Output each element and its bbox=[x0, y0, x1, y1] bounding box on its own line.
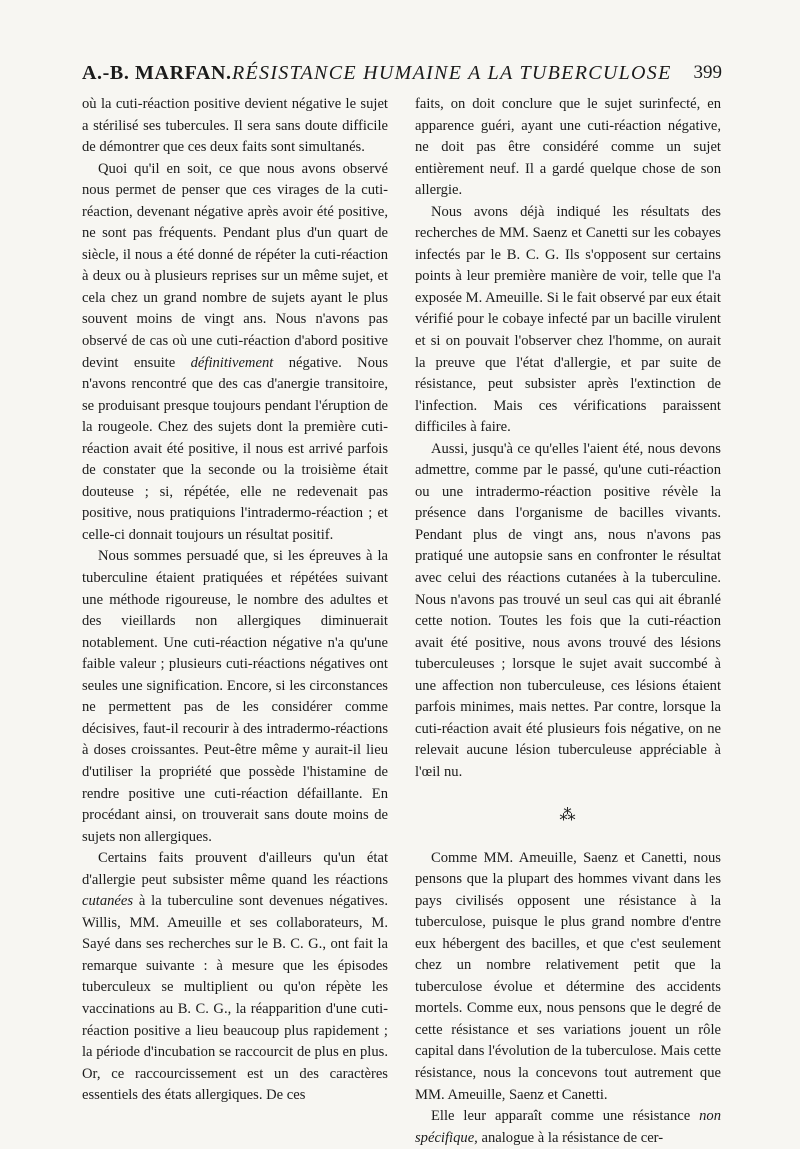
paragraph-text: analogue à la résistance de cer- bbox=[481, 1129, 664, 1146]
paragraph-text: négative. Nous n'avons rencontré que des cas d'anergie transitoire, se produisant presque toujours pendant l'éruption de la rougeole. Chez des sujets dont la première cuti-réaction avait été positive, il nous est arrivé parfois de constater que la seconde ou la troisième était douteuse ; si, répétée, elle ne redevenait pas positive, nous pratiquions l'intradermo-réaction ; et celle-ci donnait toujours un résultat positif. bbox=[82, 354, 388, 543]
asterism-glyph: ⁂ bbox=[559, 806, 577, 824]
section-asterism bbox=[415, 784, 721, 848]
emphasis: cutanées bbox=[82, 893, 134, 910]
paragraph bbox=[82, 159, 388, 547]
paragraph: Nous avons déjà indiqué les résultats des recherches de MM. Saenz et Canetti sur les cobayes infectés par le B. C. G. Ils s'opposent sur certains points à leur première manière de voir, telle que l'a exposée M. Ameuille. Si le fait observé par eux était vérifié pour le cobaye infecté par un bacille virulent et si on pouvait l'observer chez l'homme, on aurait la preuve que l'état d'allergie, et par suite de résistance, peut subsister après l'extinction de l'infection. Mais ces vérifications paraissent difficiles à faire. bbox=[415, 203, 721, 436]
paragraph bbox=[82, 848, 388, 1107]
left-column bbox=[82, 94, 388, 1107]
paragraph-text: à la tuberculine sont devenues négatives. Willis, MM. Ameuille et ses collaborateurs, M. Sayé dans ses recherches sur le B. C. G., ont fait la remarque suivante : à mesure que les épisodes tuberculeux se multiplient ou qu'on répète les vaccinations au B. C. G., la réapparition d'une cuti-réaction positive a lieu beaucoup plus rapidement ; la période d'incubation se raccourcit de plus en plus. Or, ce raccourcissement est un des caractères essentiels des états allergiques. De ces bbox=[82, 893, 388, 1104]
page-number: 399 bbox=[693, 62, 722, 83]
paragraph: faits, on doit conclure que le sujet surinfecté, en apparence guéri, ayant une cuti-réaction négative, ne doit pas être considéré comme un sujet entièrement neuf. Il a gardé quelque chose de son allergie. bbox=[415, 96, 721, 199]
paragraph: où la cuti-réaction positive devient négative le sujet a stérilisé ses tubercules. Il sera sans doute difficile de démontrer que ces deux faits sont simultanés. bbox=[82, 96, 388, 156]
emphasis: définitivement bbox=[190, 354, 274, 371]
header-author: A.-B. MARFAN. bbox=[82, 62, 232, 84]
paragraph: Aussi, jusqu'à ce qu'elles l'aient été, nous devons admettre, comme par le passé, qu'une cuti-réaction ou une intradermo-réaction positive révèle la présence dans l'organisme de bacilles vivants. Pendant plus de vingt ans, nous n'avons pas pratiqué une autopsie sans en confronter le résultat avec celui des réactions cutanées à la tuberculine. Nous n'avons pas trouvé un seul cas qui ait ébranlé cette notion. Toutes les fois que la cuti-réaction avait été positive, nous avons trouvé des lésions tuberculeuses ; lorsque le sujet avait succombé à une affection non tuberculeuse, ces lésions étaient parfois minimes, mais nettes. Par contre, lorsque la cuti-réaction avait été plusieurs fois négative, on ne relevait aucune lésion tuberculeuse appréciable à l'œil nu. bbox=[415, 440, 721, 780]
paragraph-text: Quoi qu'il en soit, ce que nous avons observé nous permet de penser que ces virages de la cuti-réaction, devenant négative après avoir été positive, ne sont pas fréquents. Pendant plus d'un quart de siècle, il nous a été donné de répéter la cuti-réaction à deux ou à plusieurs reprises sur un même sujet, et cela chez un grand nombre de sujets ayant le plus souvent moins de vingt ans. Nous n'avons pas observé de cas où une cuti-réaction d'abord positive devint ensuite bbox=[82, 160, 388, 371]
right-column bbox=[415, 94, 721, 1149]
paragraph: Nous sommes persuadé que, si les épreuves à la tuberculine étaient pratiquées et répétées suivant une méthode rigoureuse, le nombre des adultes et des vieillards non allergiques diminuerait notablement. Une cuti-réaction négative n'a qu'une faible valeur ; plusieurs cuti-réactions négatives ont seules une signification. Encore, si les circonstances ne permettent pas de les considérer comme décisives, faut-il recourir à des intradermo-réactions à doses croissantes. Peut-être même y aurait-il lieu d'utiliser la propriété que possède l'histamine de rendre positive une cuti-réaction défaillante. En procédant ainsi, on trouverait sans doute moins de sujets non allergiques. bbox=[82, 548, 388, 845]
paragraph bbox=[415, 1106, 721, 1149]
running-header bbox=[82, 62, 722, 90]
paragraph: Comme MM. Ameuille, Saenz et Canetti, nous pensons que la plupart des hommes vivant dans les pays civilisés opposent une résistance à la tuberculose, puisque le plus grand nombre d'entre eux hébergent des bacilles, et que c'est seulement chez un nombre relativement petit que la tuberculose évolue et détermine des accidents mortels. Comme eux, nous pensons que le degré de cette résistance et ses variations jouent un rôle capital dans l'évolution de la tuberculose. Mais cette résistance, nous la concevons tout autrement que MM. Ameuille, Saenz et Canetti. bbox=[415, 849, 721, 1103]
paragraph-text: Certains faits prouvent d'ailleurs qu'un état d'allergie peut subsister même quand les réactions bbox=[82, 850, 388, 888]
header-title: RÉSISTANCE HUMAINE A LA TUBERCULOSE bbox=[232, 62, 672, 84]
paragraph-text: Elle leur apparaît comme une résistance bbox=[431, 1108, 691, 1125]
emphasis: non spécifique, bbox=[415, 1108, 721, 1146]
